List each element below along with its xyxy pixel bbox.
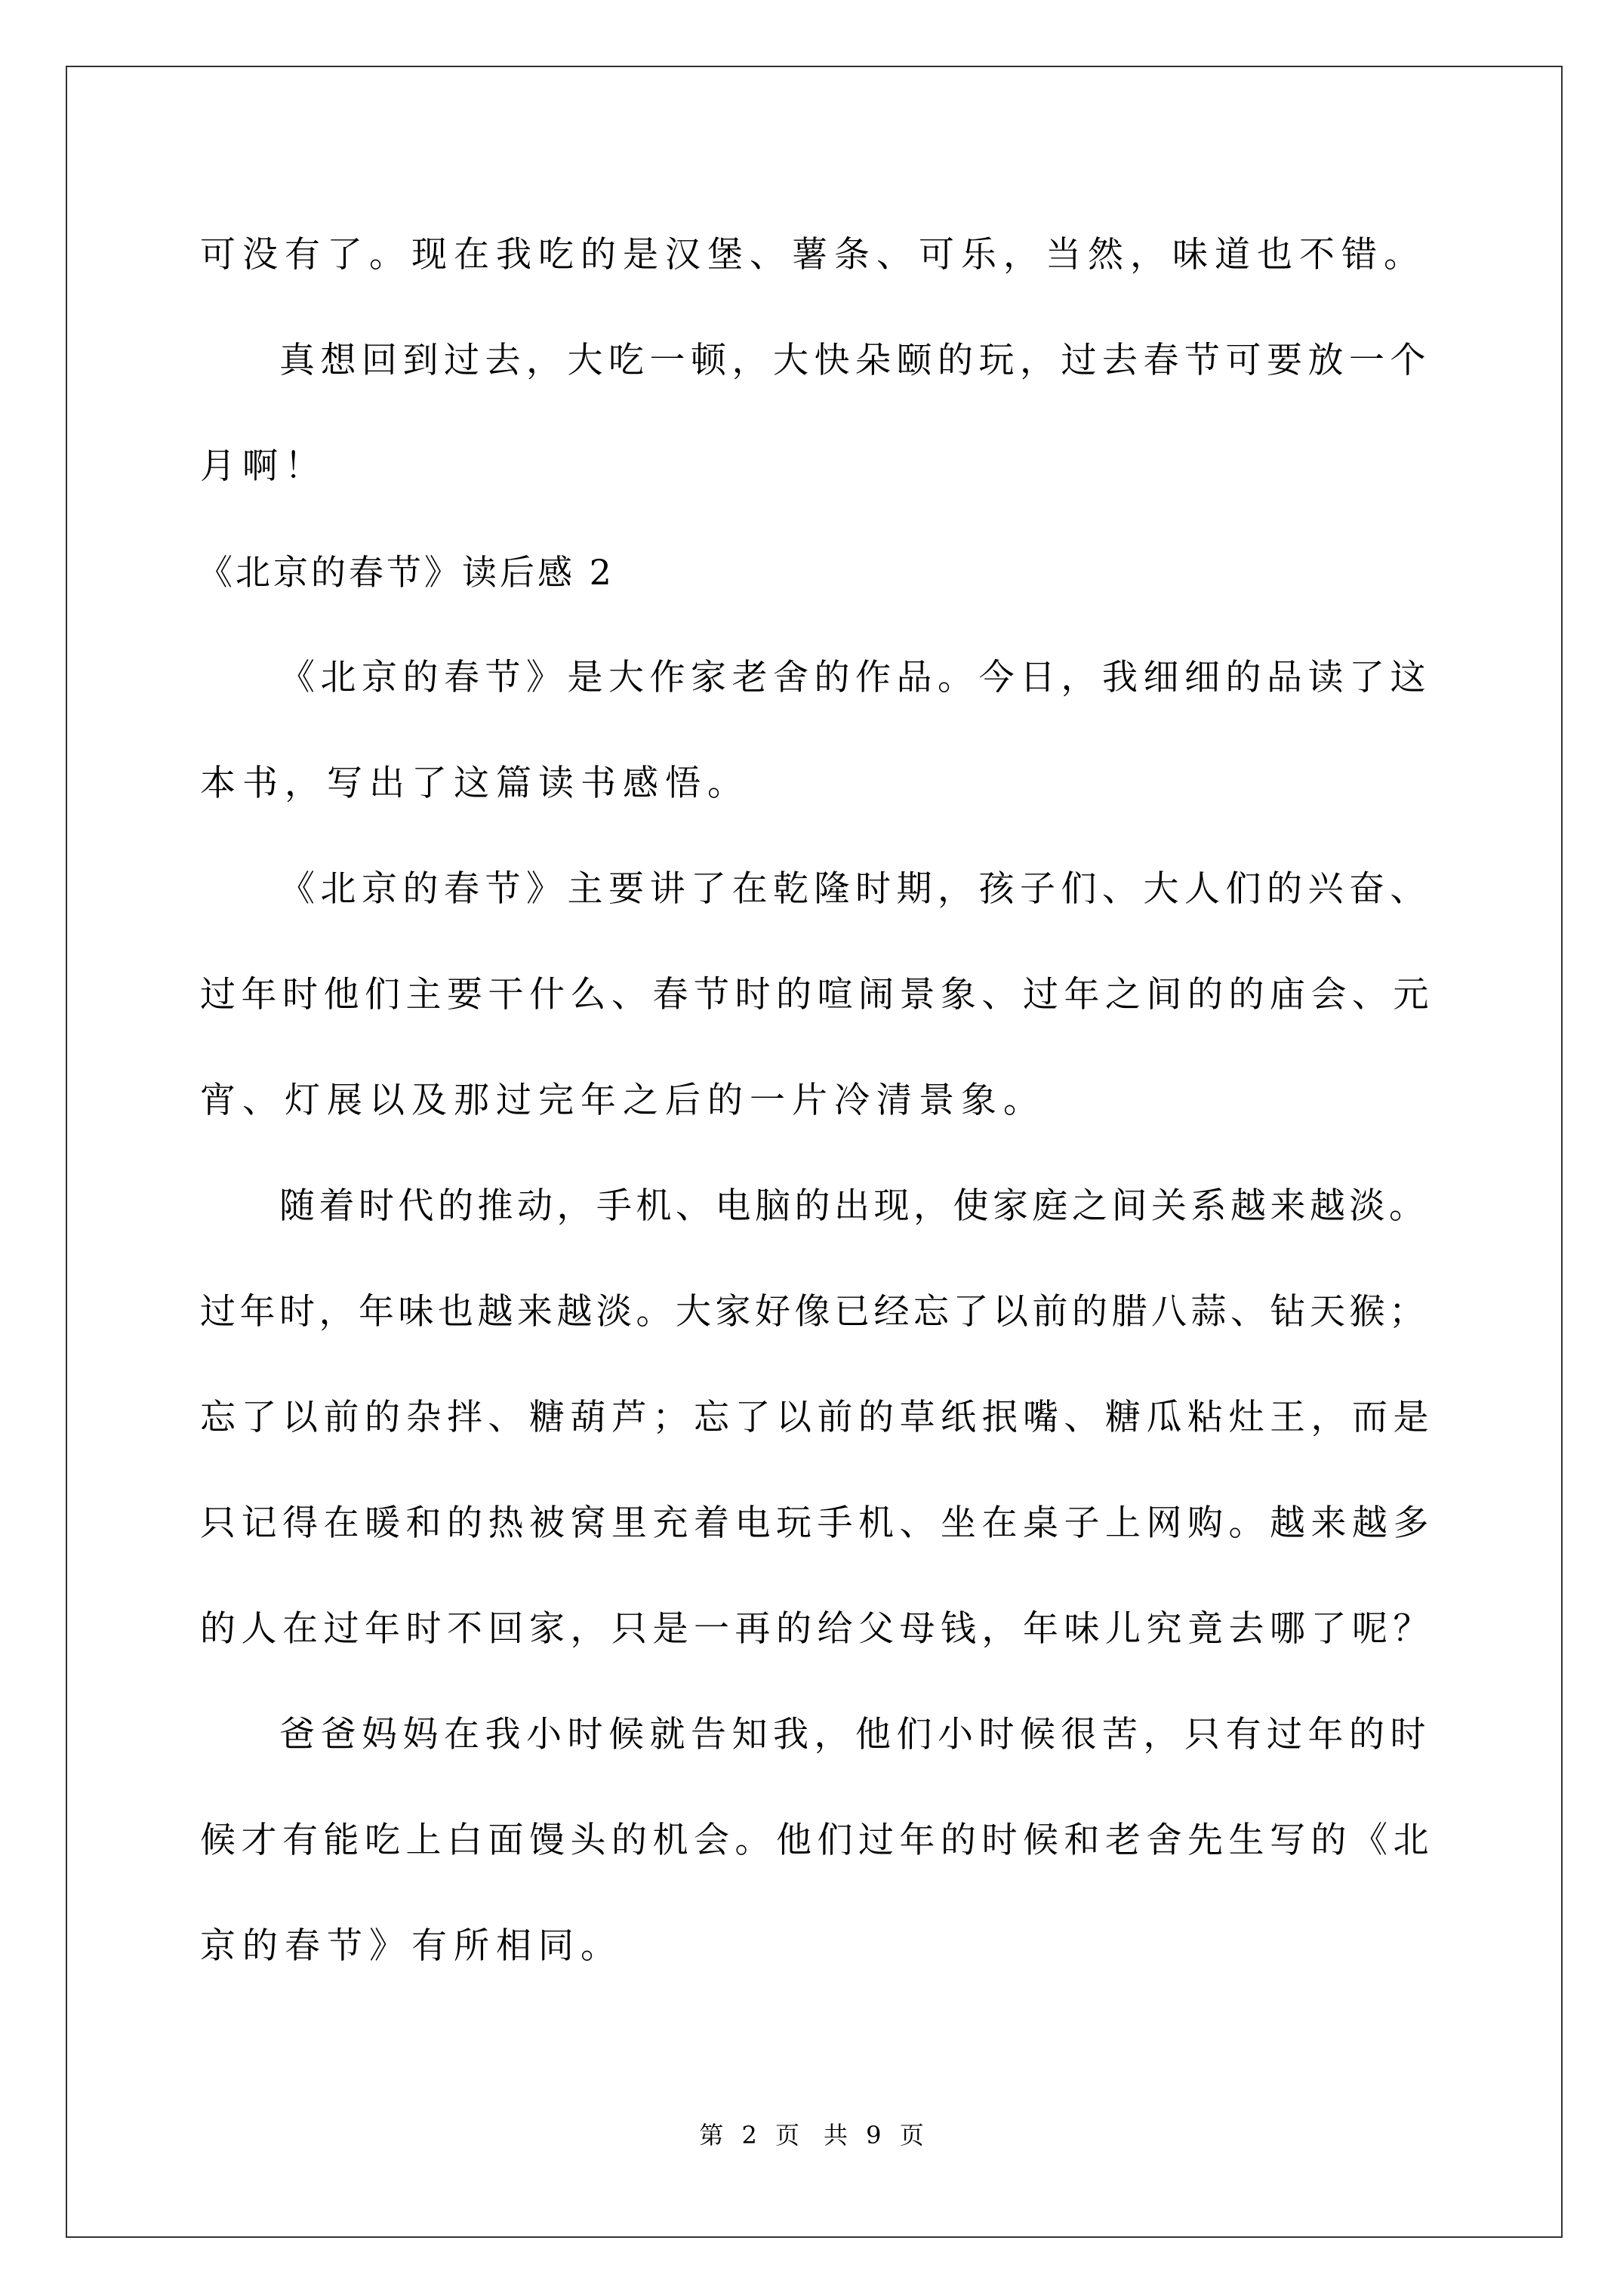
text-line: 爸爸妈妈在我小时候就告知我，他们小时候很苦，只有过年的时	[279, 1714, 1431, 1755]
text-line: 过年时他们主要干什么、春节时的喧闹景象、过年之间的的庙会、元	[200, 974, 1434, 1015]
text-line: 过年时，年味也越来越淡。大家好像已经忘了以前的腊八蒜、钻天猴；	[200, 1291, 1429, 1333]
text-line: 只记得在暖和的热被窝里充着电玩手机、坐在桌子上网购。越来越多	[200, 1502, 1434, 1544]
text-line: 的人在过年时不回家，只是一再的给父母钱，年味儿究竟去哪了呢？	[200, 1608, 1434, 1650]
section-heading: 《北京的春节》读后感 2	[198, 552, 614, 593]
text-line: 本书，写出了这篇读书感悟。	[200, 763, 750, 804]
text-line: 可没有了。现在我吃的是汉堡、薯条、可乐，当然，味道也不错。	[200, 234, 1426, 276]
text-line: 候才有能吃上白面馒头的机会。他们过年的时候和老舍先生写的《北	[200, 1820, 1434, 1861]
text-line: 忘了以前的杂拌、糖葫芦；忘了以前的草纸抿嘴、糖瓜粘灶王，而是	[200, 1397, 1434, 1438]
page-number-footer: 第 2 页 共 9 页	[699, 2121, 924, 2150]
text-line: 宵、灯展以及那过完年之后的一片冷清景象。	[200, 1080, 1046, 1121]
text-line: 《北京的春节》主要讲了在乾隆时期，孩子们、大人们的兴奋、	[279, 868, 1431, 910]
text-line: 《北京的春节》是大作家老舍的作品。今日，我细细的品读了这	[279, 657, 1431, 698]
text-line: 月啊！	[200, 445, 327, 487]
text-line: 京的春节》有所相同。	[200, 1925, 623, 1967]
text-line: 真想回到过去，大吃一顿，大快朵颐的玩，过去春节可要放一个	[279, 340, 1431, 381]
text-line: 随着时代的推动，手机、电脑的出现，使家庭之间关系越来越淡。	[279, 1185, 1429, 1227]
page-frame	[66, 66, 1563, 2238]
